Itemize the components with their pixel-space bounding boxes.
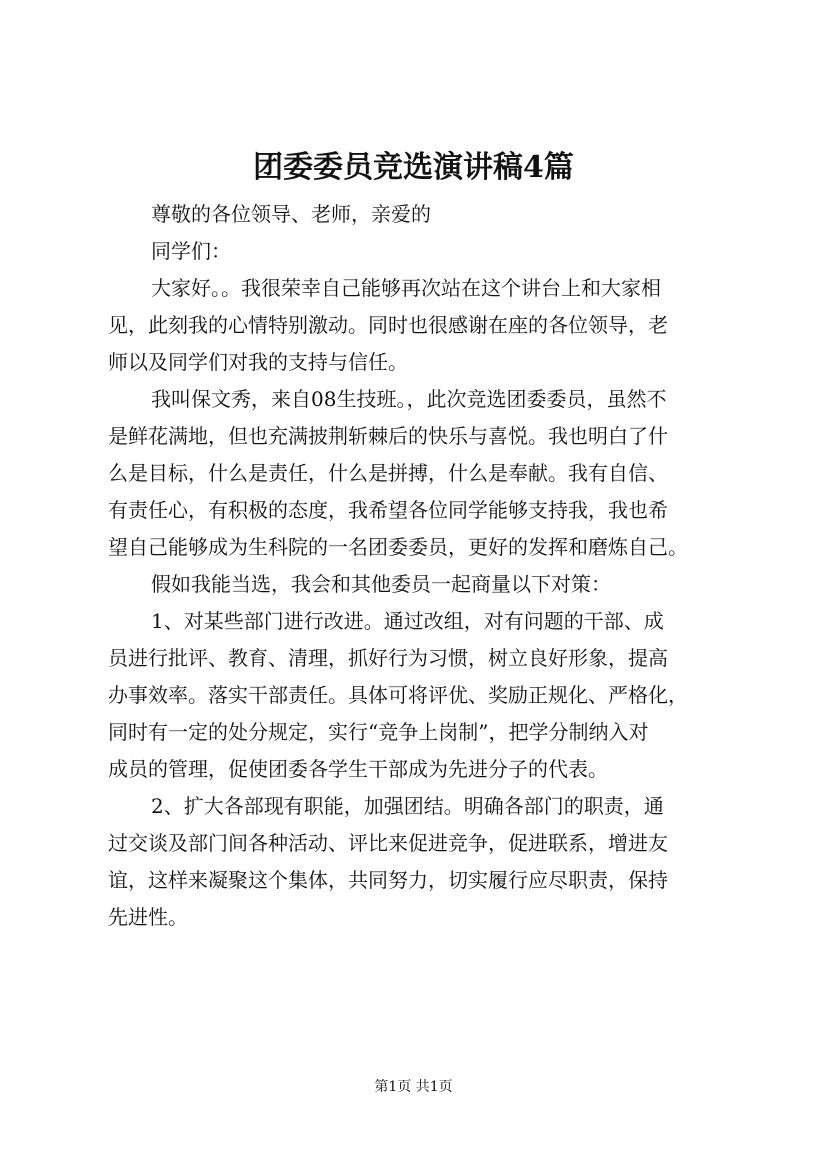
text-line: 办事效率。落实干部责任。具体可将评优、奖励正规化、严格化， — [108, 683, 688, 707]
text-line: 见，此刻我的心情特别激动。同时也很感谢在座的各位领导，老 — [108, 313, 668, 337]
text-line: 员进行批评、教育、清理，抓好行为习惯，树立良好形象，提高 — [108, 646, 668, 670]
text-line: 尊敬的各位领导、老师，亲爱的 — [151, 202, 431, 226]
text-line: 望自己能够成为生科院的一名团委委员，更好的发挥和磨炼自己。 — [108, 535, 688, 559]
text-line: 先进性。 — [108, 905, 188, 929]
text-line: 同时有一定的处分规定，实行“竞争上岗制”，把学分制纳入对 — [108, 720, 649, 744]
document-body — [108, 196, 738, 936]
text-line: 有责任心，有积极的态度，我希望各位同学能够支持我，我也希 — [108, 498, 668, 522]
text-line: 我叫保文秀，来自08生技班。，此次竞选团委委员，虽然不 — [151, 387, 667, 411]
text-line: 谊，这样来凝聚这个集体，共同努力，切实履行应尽职责，保持 — [108, 868, 668, 892]
text-line: 2、扩大各部现有职能，加强团结。明确各部门的职责，通 — [151, 794, 664, 818]
text-line: 1、对某些部门进行改进。通过改组，对有问题的干部、成 — [151, 609, 664, 633]
text-line: 大家好。。我很荣幸自己能够再次站在这个讲台上和大家相 — [151, 276, 661, 300]
text-line: 是鲜花满地，但也充满披荆斩棘后的快乐与喜悦。我也明白了什 — [108, 424, 668, 448]
text-line: 假如我能当选，我会和其他委员一起商量以下对策： — [151, 572, 611, 596]
document-title: 团委委员竞选演讲稿4篇 — [253, 150, 574, 185]
text-line: 成员的管理，促使团委各学生干部成为先进分子的代表。 — [108, 757, 608, 781]
text-line: 么是目标，什么是责任，什么是拼搏，什么是奉献。我有自信、 — [108, 461, 668, 485]
text-line: 过交谈及部门间各种活动、评比来促进竞争，促进联系，增进友 — [108, 831, 668, 855]
page-footer: 第1页 共1页 — [374, 1079, 453, 1095]
text-line: 师以及同学们对我的支持与信任。 — [108, 350, 408, 374]
text-line: 同学们： — [151, 239, 231, 263]
